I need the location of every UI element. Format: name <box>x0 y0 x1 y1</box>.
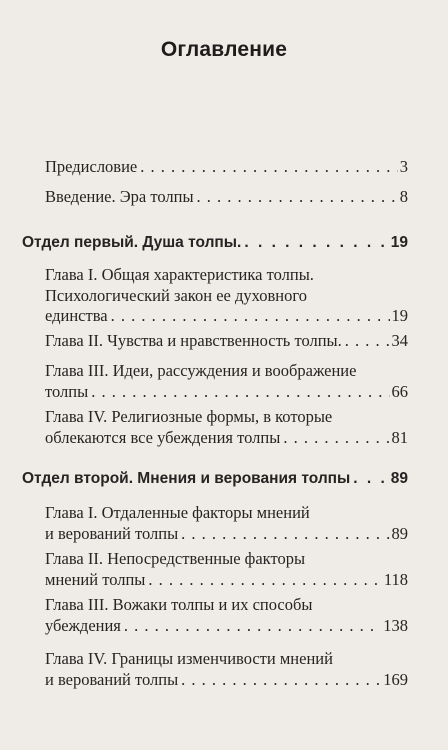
page-number: 19 <box>390 234 408 251</box>
toc-entry-text: Глава I. Отдаленные факторы мнений <box>45 503 310 522</box>
toc-entry-line <box>45 286 408 307</box>
toc-entry-text: убеждения <box>45 615 121 635</box>
toc-entry-line <box>22 469 408 490</box>
toc-entry-text: Отдел первый. Душа толпы. <box>22 234 242 251</box>
page-number: 118 <box>383 569 408 589</box>
page-number: 66 <box>391 381 408 401</box>
dot-leader <box>181 670 381 691</box>
toc-entry-text: Глава III. Идеи, рассуждения и воображение <box>45 361 357 380</box>
page-number: 34 <box>391 331 408 350</box>
page-number: 169 <box>383 669 408 689</box>
toc-entry-text: облекаются все убеждения толпы <box>45 427 281 447</box>
toc-entry-text: Предисловие <box>45 157 138 176</box>
toc-chapter-entry <box>45 157 408 178</box>
dot-leader <box>345 331 390 352</box>
toc-entry-text: Глава I. Общая характеристика толпы. <box>45 265 314 284</box>
toc-entry-line <box>45 524 408 545</box>
toc-entry-line <box>45 428 408 449</box>
dot-leader <box>181 524 389 545</box>
page-number: 81 <box>391 427 408 447</box>
page-number: 138 <box>383 615 408 635</box>
toc-chapter-entry <box>45 331 408 352</box>
toc-entry-line <box>45 331 408 352</box>
toc-chapter-entry <box>45 265 408 327</box>
dot-leader <box>197 187 398 208</box>
toc-entry-text: Введение. Эра толпы <box>45 187 194 206</box>
toc-entry-line <box>45 670 408 691</box>
toc-chapter-entry <box>45 503 408 544</box>
toc-entry-text: Глава IV. Границы изменчивости мнений <box>45 649 333 668</box>
dot-leader <box>140 157 398 178</box>
dot-leader <box>283 428 389 449</box>
toc-entry-text: единства <box>45 306 108 325</box>
toc-entry-text: Глава III. Вожаки толпы и их способы <box>45 595 313 614</box>
toc-entry-line <box>45 549 408 570</box>
toc-entry-line <box>45 407 408 428</box>
toc-part-entry <box>22 233 408 254</box>
toc-entry-line <box>45 616 408 637</box>
toc-entry-line <box>45 503 408 524</box>
dot-leader <box>353 469 388 490</box>
dot-leader <box>244 233 388 254</box>
toc-chapter-entry <box>45 595 408 636</box>
toc-entry-text: Психологический закон ее духовного <box>45 285 307 305</box>
toc-entry-text: Глава IV. Религиозные формы, в которые <box>45 407 333 426</box>
page-number: 19 <box>391 306 408 325</box>
toc-entry-line <box>45 187 408 208</box>
toc-chapter-entry <box>45 407 408 448</box>
toc-entry-line <box>45 157 408 178</box>
toc-entry-text: и верований толпы <box>45 669 179 689</box>
toc-entry-text: и верований толпы <box>45 523 179 543</box>
toc-entry-text: Глава II. Непосредственные факторы <box>45 549 306 568</box>
toc-entry-line <box>45 382 408 403</box>
dot-leader <box>91 382 389 403</box>
toc-entry-text: толпы <box>45 381 89 401</box>
toc-entry-line <box>22 233 408 254</box>
toc-chapter-entry <box>45 187 408 208</box>
page-number: 3 <box>399 157 408 176</box>
toc-part-entry <box>22 469 408 490</box>
dot-leader <box>111 306 390 327</box>
page-number: 89 <box>390 470 408 487</box>
dot-leader <box>124 616 381 637</box>
toc-entry-text: Глава II. Чувства и нравственность толпы. <box>45 331 342 350</box>
page-title: Оглавление <box>160 38 288 61</box>
page-number: 89 <box>391 523 408 543</box>
dot-leader <box>148 570 381 591</box>
page-number: 8 <box>399 187 408 206</box>
toc-entry-text: мнений толпы <box>45 569 146 589</box>
toc-chapter-entry <box>45 649 408 690</box>
toc-entry-line <box>45 649 408 670</box>
toc-entry-line <box>45 361 408 382</box>
toc-entry-text: Отдел второй. Мнения и верования толпы <box>22 470 351 487</box>
toc-entry-line <box>45 265 408 286</box>
toc-entry-line <box>45 570 408 591</box>
toc-chapter-entry <box>45 361 408 402</box>
toc-entry-line <box>45 306 408 327</box>
toc-entry-line <box>45 595 408 616</box>
toc-chapter-entry <box>45 549 408 590</box>
